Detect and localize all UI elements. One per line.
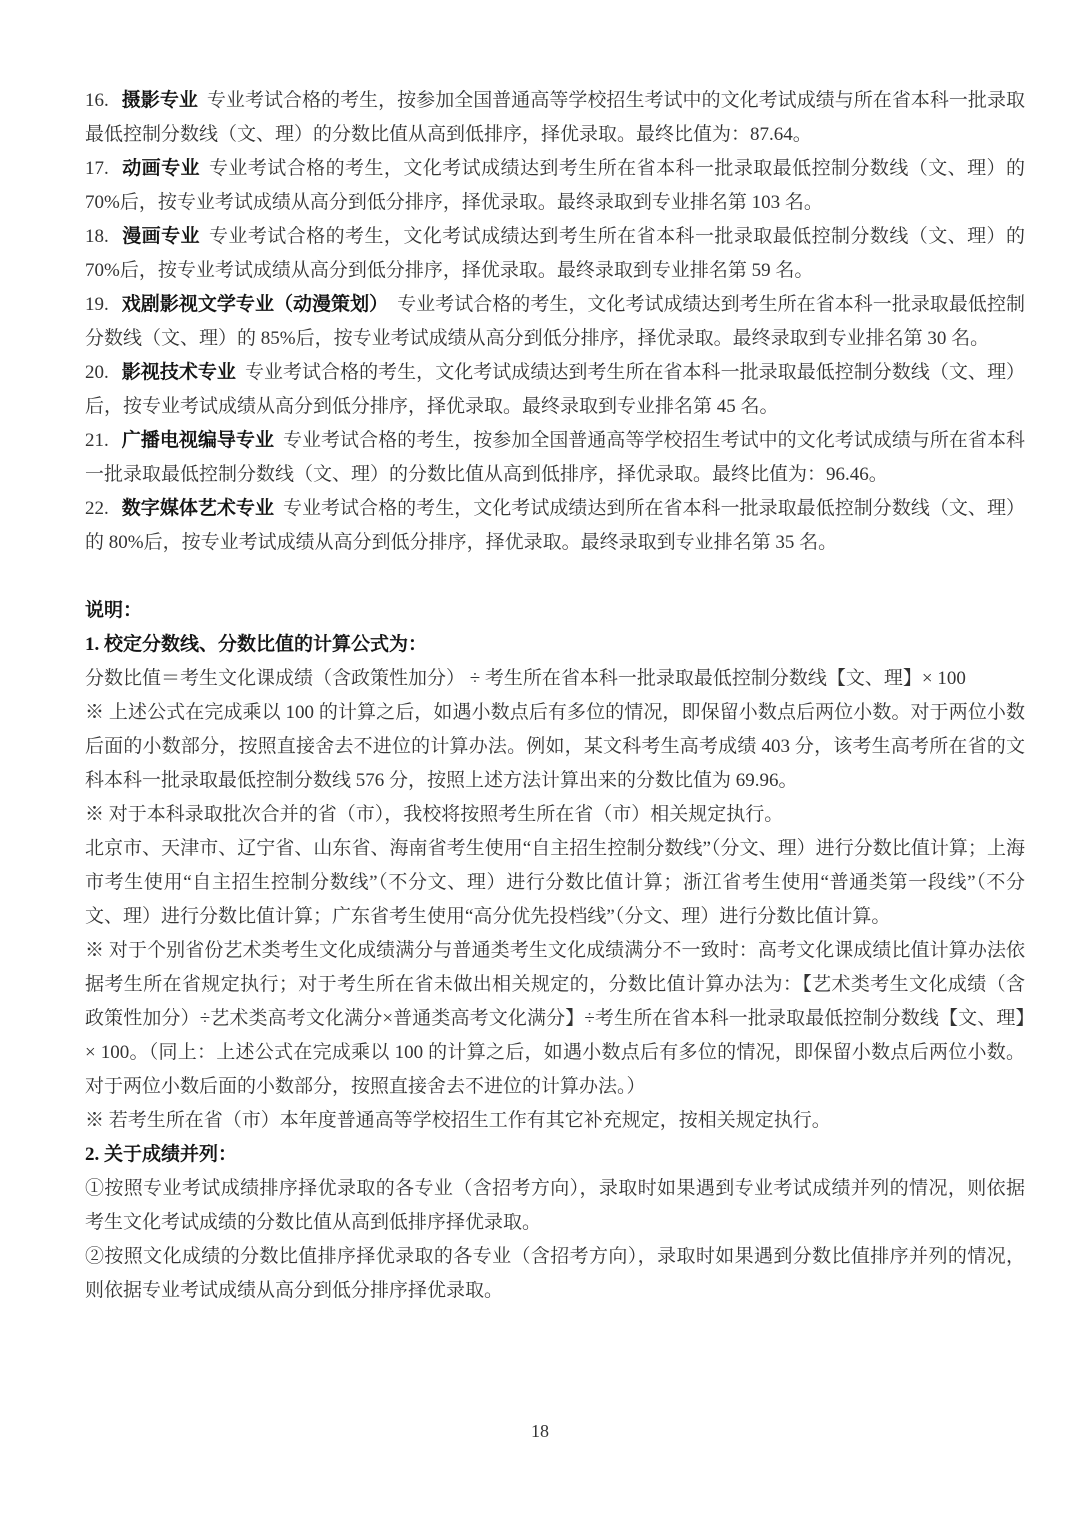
rule-major-title: 影视技术专业 [121, 362, 236, 383]
note-rounding-rule: ※ 上述公式在完成乘以 100 的计算之后，如遇小数点后有多位的情况，即保留小数点后两位小数。对于两位小数后面的小数部分，按照直接舍去不进位的计算办法。例如，某文科考生高考成绩 403 分，该考生高考所在省的文科本科一批录取最低控制分数线 576 分，按照上述方法计算出来的分数比值为 69.96。 [85, 702, 1025, 791]
note-tie-rule-1: ①按照专业考试成绩排序择优录取的各专业（含招考方向），录取时如果遇到专业考试成绩并列的情况，则依据考生文化考试成绩的分数比值从高到低排序择优录取。 [85, 1178, 1025, 1233]
note-formula: 分数比值＝考生文化课成绩（含政策性加分） ÷ 考生所在省本科一批录取最低控制分数线【文、理】× 100 [85, 668, 966, 689]
rule-number: 20. [85, 362, 109, 383]
note-fullscore-mismatch-rule: ※ 对于个别省份艺术类考生文化成绩满分与普通类考生文化成绩满分不一致时：高考文化课成绩比值计算办法依据考生所在省规定执行；对于考生所在省未做出相关规定的，分数比值计算办法为：【艺术类考生文化成绩（含政策性加分）÷艺术类高考文化满分×普通类高考文化满分】÷考生所在省本科一批录取最低控制分数线【文、理】× 100。（同上：上述公式在完成乘以 100 的计算之后，如遇小数点后有多位的情况，即保留小数点后两位小数。对于两位小数后面的小数部分，按照直接舍去不进位的计算办法。） [85, 940, 1025, 1097]
note-merged-batch-rule: ※ 对于本科录取批次合并的省（市），我校将按照考生所在省（市）相关规定执行。 [85, 804, 784, 825]
notes-heading: 说明： [85, 600, 143, 621]
rule-number: 22. [85, 498, 109, 519]
page-content [85, 84, 1025, 1308]
rule-major-title: 广播电视编导专业 [121, 430, 274, 451]
note-tie-rule-2: ②按照文化成绩的分数比值排序择优录取的各专业（含招考方向），录取时如果遇到分数比值排序并列的情况，则依据专业考试成绩从高分到低分排序择优录取。 [85, 1246, 1025, 1301]
note-province-lines: 北京市、天津市、辽宁省、山东省、海南省考生使用“自主招生控制分数线”（分文、理）进行分数比值计算；上海市考生使用“自主招生控制分数线”（不分文、理）进行分数比值计算；浙江省考生使用“普通类第一段线”（不分文、理）进行分数比值计算；广东省考生使用“高分优先投档线”（分文、理）进行分数比值计算。 [85, 838, 1025, 927]
rule-major-title: 戏剧影视文学专业（动漫策划） [121, 294, 389, 315]
rule-item-20 [85, 356, 1025, 424]
page-number: 18 [531, 1421, 549, 1441]
rule-text: 专业考试合格的考生，文化考试成绩达到所在省本科一批录取最低控制分数线（文、理）的 80%后，按专业考试成绩从高分到低分排序，择优录取。最终录取到专业排名第 35 名。 [85, 498, 1025, 553]
note-formula-heading: 1. 校定分数线、分数比值的计算公式为： [85, 634, 428, 655]
rule-text: 专业考试合格的考生，文化考试成绩达到考生所在省本科一批录取最低控制分数线（文、理）的 70%后，按专业考试成绩从高分到低分排序，择优录取。最终录取到专业排名第 59 名。 [85, 226, 1025, 281]
rule-item-18 [85, 220, 1025, 288]
rule-text: 专业考试合格的考生，文化考试成绩达到考生所在省本科一批录取最低控制分数线（文、理）后，按专业考试成绩从高分到低分排序，择优录取。最终录取到专业排名第 45 名。 [85, 362, 1025, 417]
note-supplementary-rule: ※ 若考生所在省（市）本年度普通高等学校招生工作有其它补充规定，按相关规定执行。 [85, 1110, 831, 1131]
admission-rules-list [85, 84, 1025, 560]
rule-major-title: 漫画专业 [121, 226, 200, 247]
rule-item-16 [85, 84, 1025, 152]
rule-text: 专业考试合格的考生，按参加全国普通高等学校招生考试中的文化考试成绩与所在省本科一批录取最低控制分数线（文、理）的分数比值从高到低排序，择优录取。最终比值为：96.46。 [85, 430, 1025, 485]
rule-text: 专业考试合格的考生，文化考试成绩达到考生所在省本科一批录取最低控制分数线（文、理）的 70%后，按专业考试成绩从高分到低分排序，择优录取。最终录取到专业排名第 103 名。 [85, 158, 1025, 213]
rule-number: 17. [85, 158, 109, 179]
rule-number: 18. [85, 226, 109, 247]
notes-section [85, 594, 1025, 1308]
rule-number: 16. [85, 90, 109, 111]
rule-major-title: 动画专业 [121, 158, 200, 179]
rule-item-17 [85, 152, 1025, 220]
rule-number: 19. [85, 294, 109, 315]
rule-text: 专业考试合格的考生，文化考试成绩达到考生所在省本科一批录取最低控制分数线（文、理）的 85%后，按专业考试成绩从高分到低分排序，择优录取。最终录取到专业排名第 30 名。 [85, 294, 1025, 349]
rule-major-title: 数字媒体艺术专业 [121, 498, 274, 519]
rule-item-22 [85, 492, 1025, 560]
note-tie-heading: 2. 关于成绩并列： [85, 1144, 238, 1165]
rule-text: 专业考试合格的考生，按参加全国普通高等学校招生考试中的文化考试成绩与所在省本科一批录取最低控制分数线（文、理）的分数比值从高到低排序，择优录取。最终比值为：87.64。 [85, 90, 1025, 145]
rule-item-19 [85, 288, 1025, 356]
rule-major-title: 摄影专业 [121, 90, 198, 111]
rule-item-21 [85, 424, 1025, 492]
rule-number: 21. [85, 430, 109, 451]
page-footer [0, 1419, 1080, 1443]
